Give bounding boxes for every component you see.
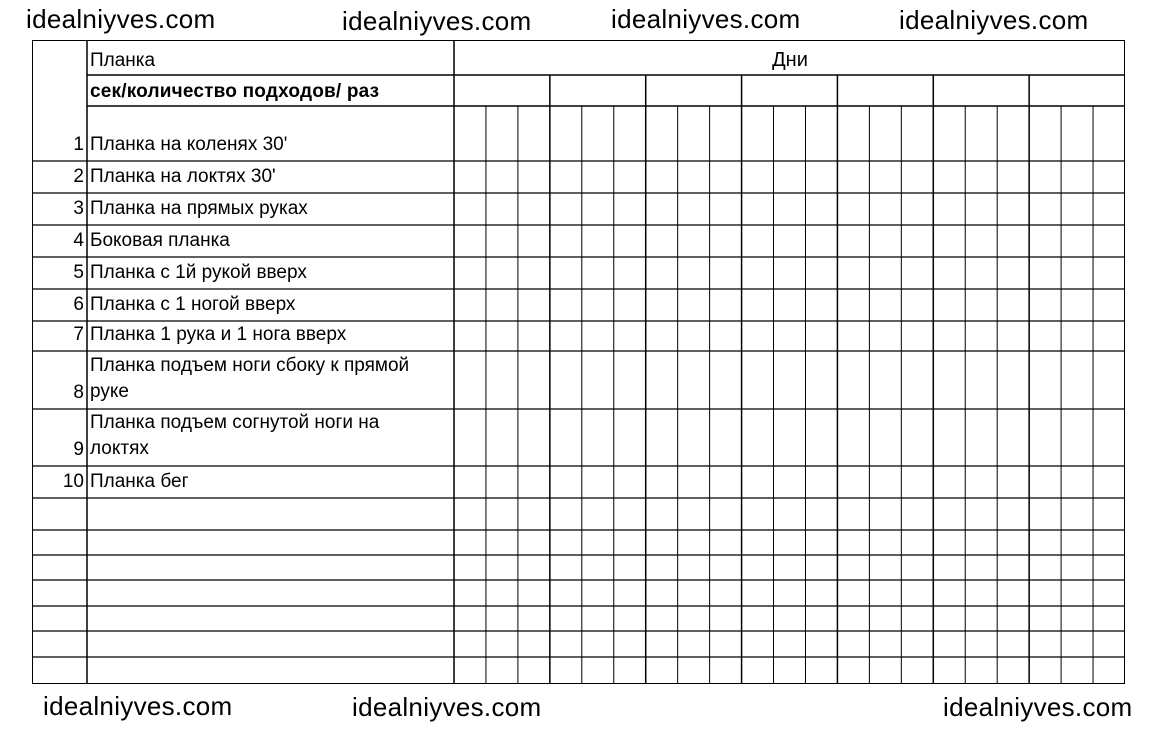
exercise-name: Планка бег bbox=[90, 471, 189, 492]
row-number: 3 bbox=[73, 198, 84, 219]
exercise-name: Планка 1 рука и 1 нога вверх bbox=[90, 324, 347, 345]
exercise-name: Планка с 1й рукой вверх bbox=[90, 262, 307, 283]
exercise-name: Планка на прямых руках bbox=[90, 198, 308, 219]
exercise-name: Планка подъем согнутой ноги на локтях bbox=[90, 412, 380, 459]
row-number: 8 bbox=[73, 382, 84, 403]
row-number: 6 bbox=[73, 294, 84, 315]
header-units: сек/количество подходов/ раз bbox=[90, 81, 380, 102]
row-number: 1 bbox=[73, 134, 84, 155]
header-days: Дни bbox=[772, 49, 808, 71]
row-number: 4 bbox=[73, 230, 84, 251]
watermark: idealniyves.com bbox=[43, 691, 233, 721]
exercise-name: Планка на локтях 30' bbox=[90, 166, 276, 187]
watermark: idealniyves.com bbox=[342, 6, 532, 36]
exercise-name: Планка на коленях 30' bbox=[90, 134, 288, 155]
exercise-name: Боковая планка bbox=[90, 230, 230, 251]
row-number: 10 bbox=[62, 471, 84, 492]
row-number: 5 bbox=[73, 262, 84, 283]
watermark: idealniyves.com bbox=[352, 692, 542, 722]
watermark: idealniyves.com bbox=[26, 4, 216, 34]
watermark: idealniyves.com bbox=[611, 4, 801, 34]
header-plank: Планка bbox=[90, 50, 156, 71]
row-number: 9 bbox=[73, 439, 84, 460]
plank-tracking-sheet bbox=[32, 40, 1125, 684]
row-number: 2 bbox=[73, 166, 84, 187]
row-number: 7 bbox=[73, 324, 84, 345]
watermark: idealniyves.com bbox=[943, 692, 1133, 722]
exercise-name: Планка подъем ноги сбоку к прямой руке bbox=[90, 355, 410, 402]
exercise-name: Планка с 1 ногой вверх bbox=[90, 294, 296, 315]
watermark: idealniyves.com bbox=[899, 5, 1089, 35]
